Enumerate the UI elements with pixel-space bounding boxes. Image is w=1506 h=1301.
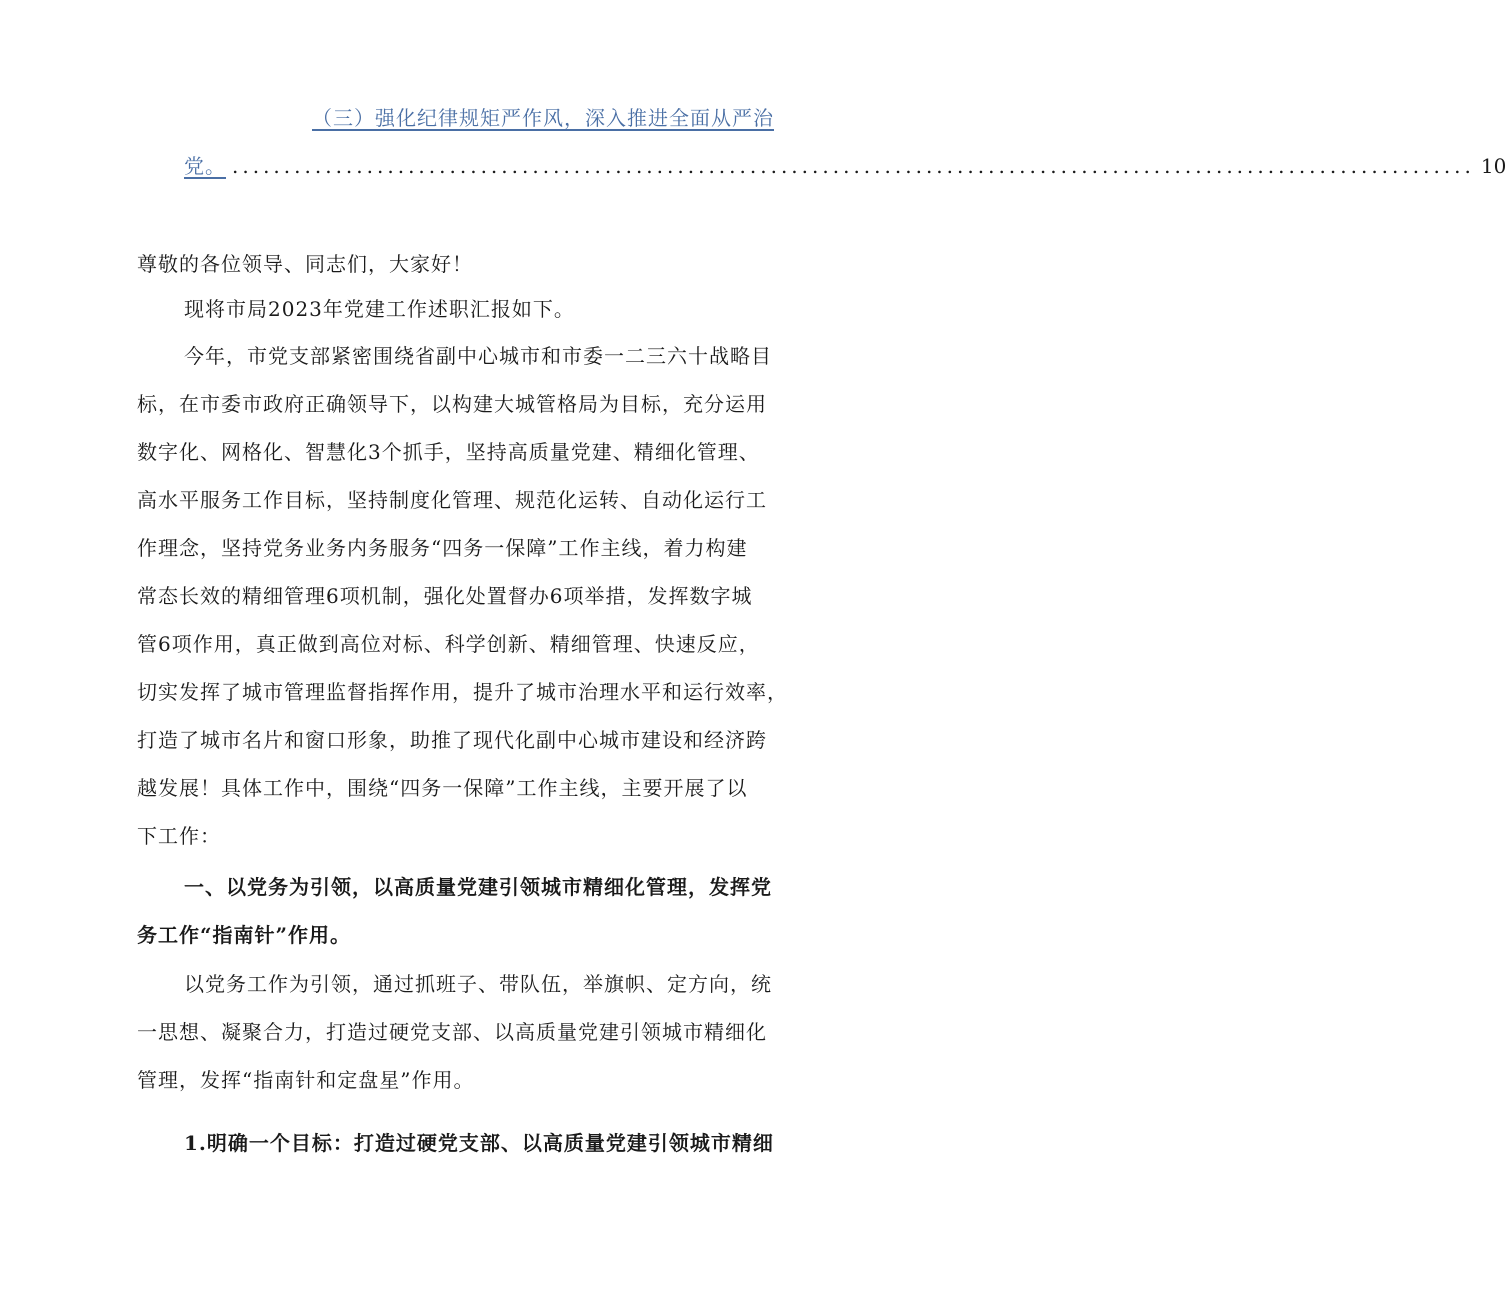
paragraph-line: 今年，市党支部紧密围绕省副中心城市和市委一二三六十战略目 [184, 344, 772, 368]
paragraph-line: 一思想、凝聚合力，打造过硬党支部、以高质量党建引领城市精细化 [137, 1020, 767, 1044]
greeting: 尊敬的各位领导、同志们，大家好！ [137, 252, 473, 276]
paragraph-line: 以党务工作为引领，通过抓班子、带队伍，举旗帜、定方向，统 [184, 972, 772, 996]
toc-dot-leader: ........................................................................................................................ [232, 154, 1475, 178]
paragraph-line: 标，在市委市政府正确领导下，以构建大城管格局为目标，充分运用 [137, 392, 767, 416]
paragraph-line: 管理，发挥“指南针和定盘星”作用。 [137, 1068, 475, 1092]
section-heading: 一、以党务为引领，以高质量党建引领城市精细化管理，发挥党 [184, 875, 772, 899]
intro-paragraph: 现将市局2023年党建工作述职汇报如下。 [184, 297, 575, 321]
paragraph-line: 切实发挥了城市管理监督指挥作用，提升了城市治理水平和运行效率， [137, 680, 788, 704]
paragraph-line: 下工作： [137, 824, 221, 848]
paragraph-line: 打造了城市名片和窗口形象，助推了现代化副中心城市建设和经济跨 [137, 728, 767, 752]
toc-page-number[interactable]: 10 [1480, 154, 1506, 178]
toc-entry-title-end[interactable]: 党。 [184, 154, 226, 178]
toc-entry-title[interactable]: （三）强化纪律规矩严作风，深入推进全面从严治 [312, 106, 774, 130]
toc-entry[interactable] [312, 104, 774, 132]
section-heading-continuation: 务工作“指南针”作用。 [137, 923, 352, 947]
toc-entry-continuation[interactable] [184, 152, 1506, 180]
paragraph-line: 管6项作用，真正做到高位对标、科学创新、精细管理、快速反应， [137, 632, 760, 656]
paragraph-line: 常态长效的精细管理6项机制，强化处置督办6项举措，发挥数字城 [137, 584, 753, 608]
paragraph-line: 高水平服务工作目标，坚持制度化管理、规范化运转、自动化运行工 [137, 488, 767, 512]
subsection-heading: 1.明确一个目标：打造过硬党支部、以高质量党建引领城市精细 [184, 1131, 774, 1155]
paragraph-line: 作理念，坚持党务业务内务服务“四务一保障”工作主线，着力构建 [137, 536, 748, 560]
paragraph-line: 越发展！具体工作中，围绕“四务一保障”工作主线，主要开展了以 [137, 776, 748, 800]
paragraph-line: 数字化、网格化、智慧化3个抓手，坚持高质量党建、精细化管理、 [137, 440, 760, 464]
